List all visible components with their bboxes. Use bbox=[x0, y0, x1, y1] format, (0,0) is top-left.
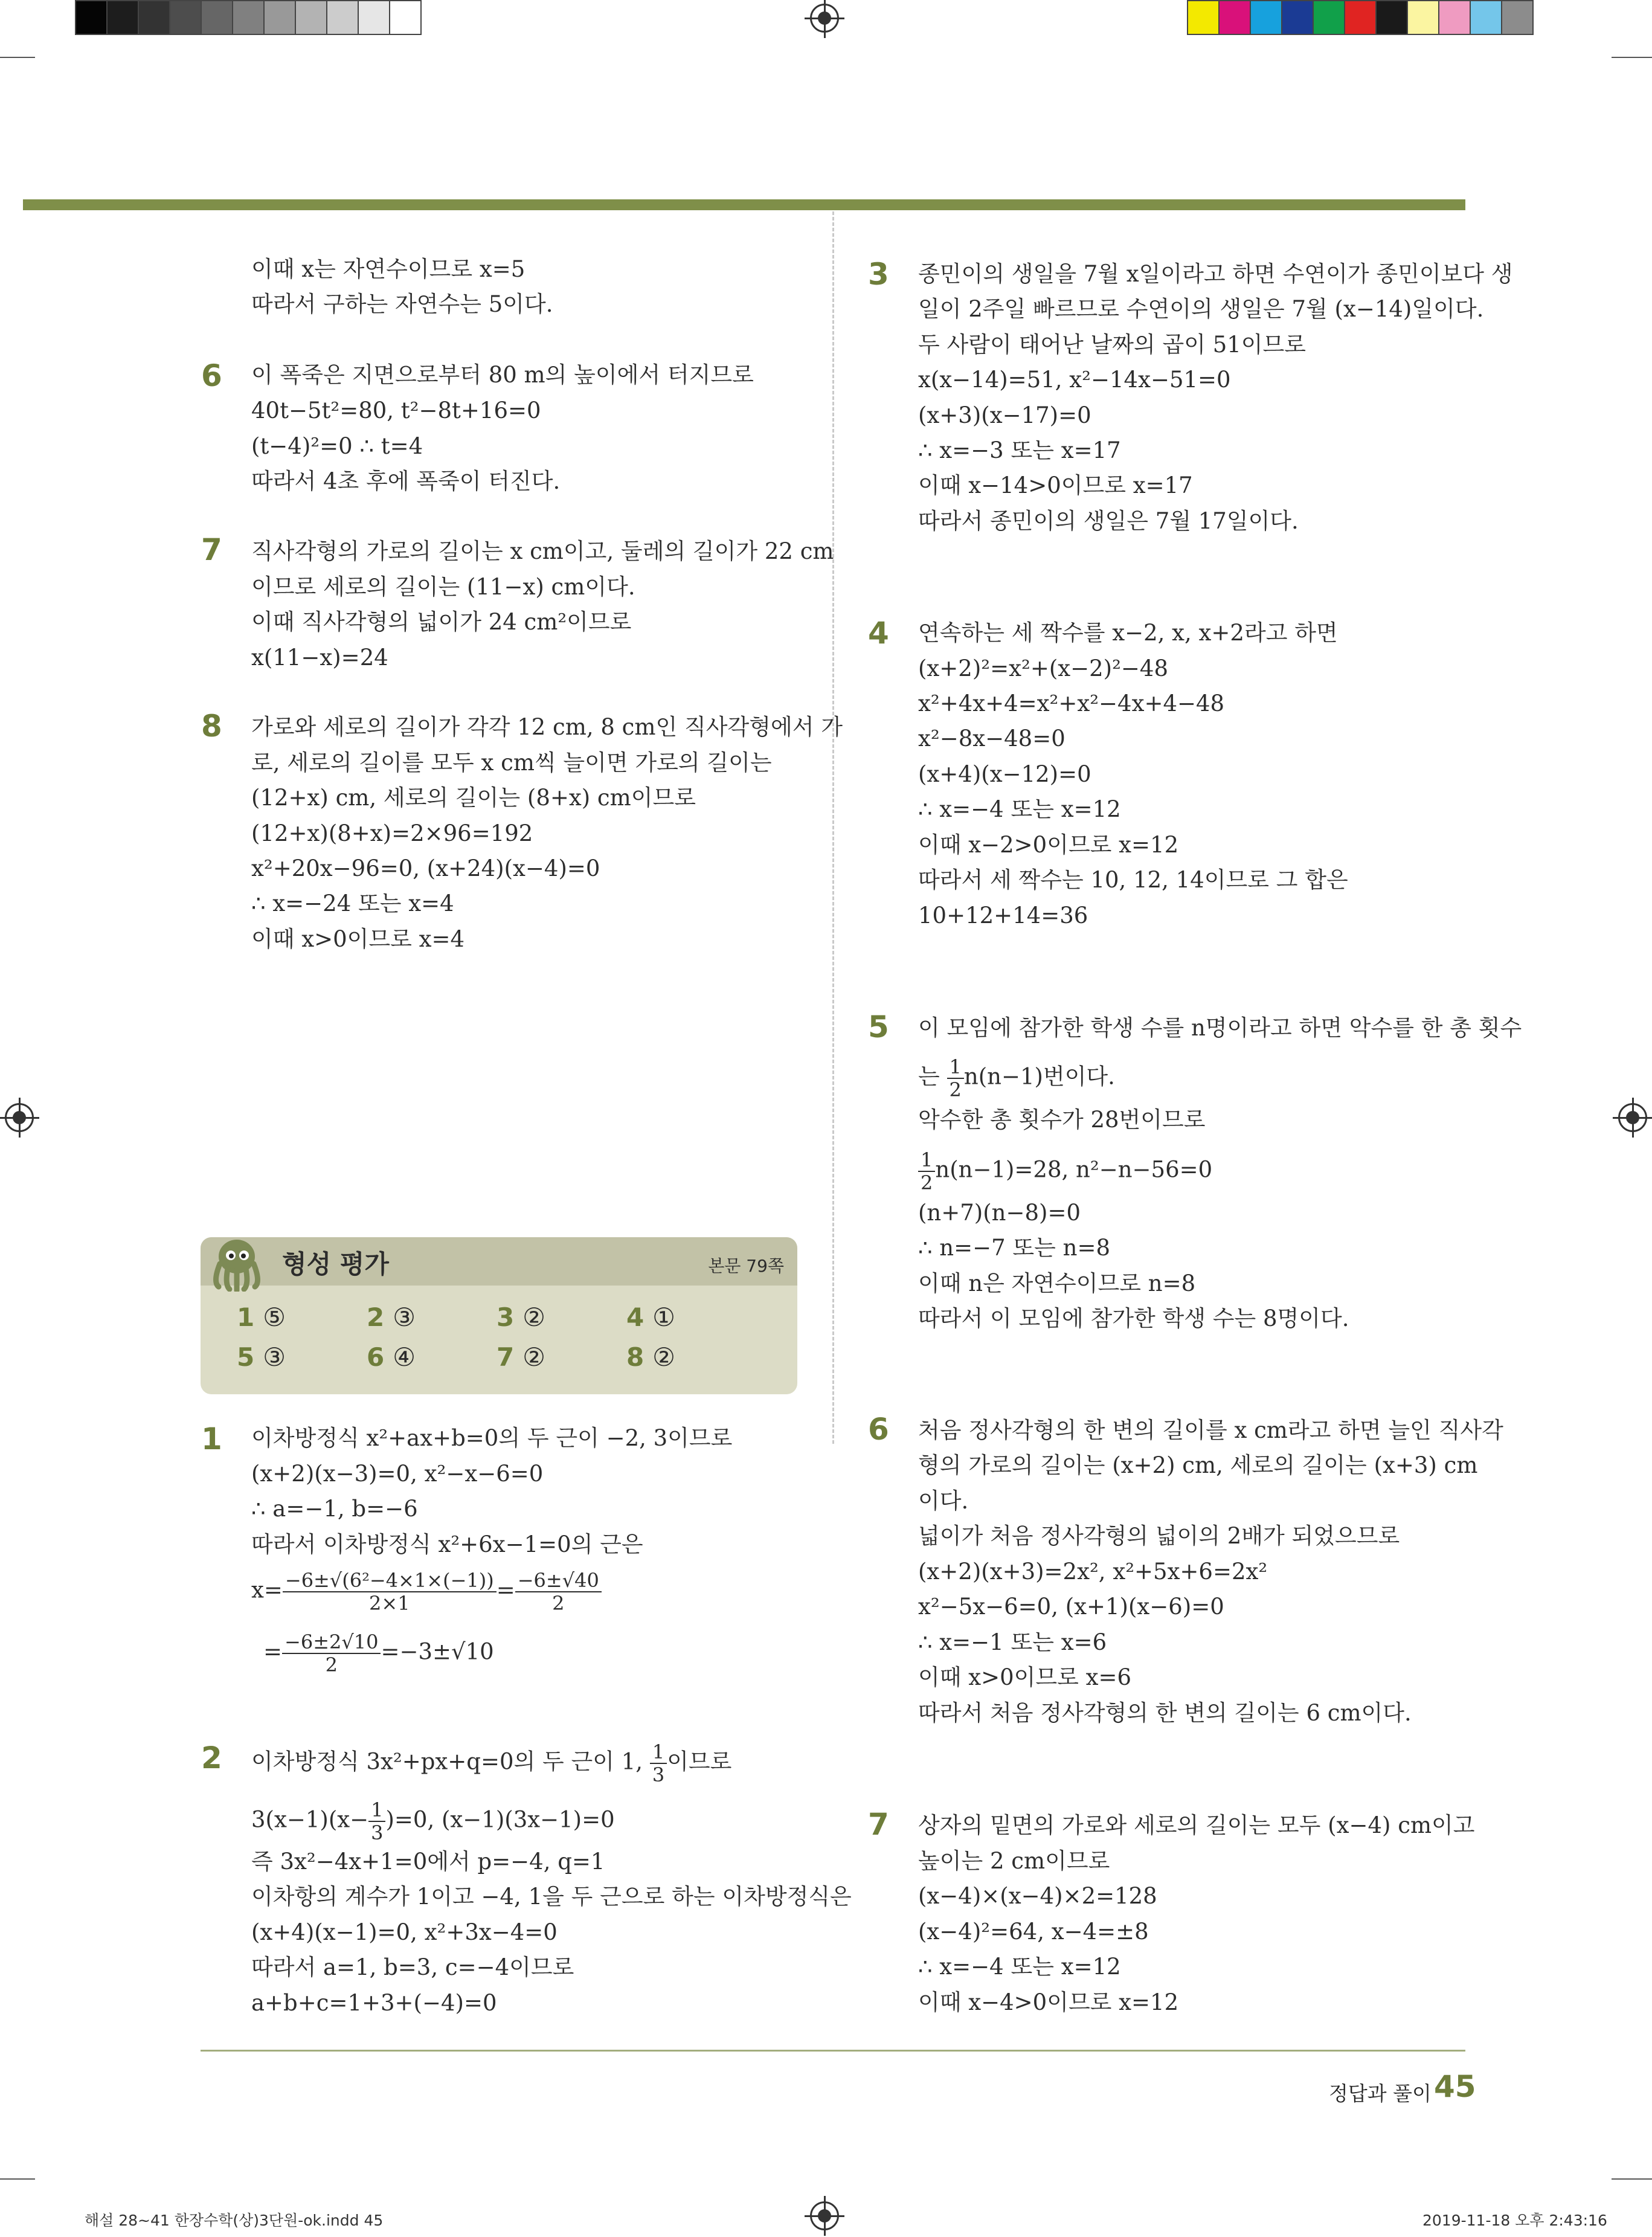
color-swatch bbox=[232, 0, 265, 35]
problem-number: 7 bbox=[868, 1807, 889, 1842]
solution-line: 종민이의 생일을 7월 x일이라고 하면 수연이가 종민이보다 생 bbox=[918, 261, 1513, 287]
registration-mark-icon bbox=[5, 1103, 34, 1132]
solution-line: (x+4)(x−1)=0, x²+3x−4=0 bbox=[251, 1919, 558, 1945]
solution-line: x²+4x+4=x²+x²−4x+4−48 bbox=[918, 690, 1225, 716]
color-swatch bbox=[138, 0, 170, 35]
solution-line: 높이는 2 cm이므로 bbox=[918, 1848, 1110, 1874]
solution-line: (x+4)(x−12)=0 bbox=[918, 761, 1091, 787]
solution-line: 형의 가로의 길이는 (x+2) cm, 세로의 길이는 (x+3) cm bbox=[918, 1452, 1478, 1478]
problem-number: 5 bbox=[868, 1009, 889, 1044]
solution-line: 따라서 이차방정식 x²+6x−1=0의 근은 bbox=[251, 1531, 643, 1557]
solution-line: 즉 3x²−4x+1=0에서 p=−4, q=1 bbox=[251, 1849, 605, 1875]
answer-item: 1 ⑤ bbox=[237, 1302, 286, 1332]
header-bar bbox=[23, 199, 1465, 210]
solution-line: (x−4)²=64, x−4=±8 bbox=[918, 1919, 1149, 1945]
registration-mark-icon bbox=[810, 2201, 839, 2230]
solution-line: 이 모임에 참가한 학생 수를 n명이라고 하면 악수를 한 총 횟수 bbox=[918, 1015, 1522, 1041]
color-swatch bbox=[1470, 0, 1502, 35]
fraction: $\frac{1}{2}$ bbox=[918, 1149, 935, 1194]
solution-line: 로, 세로의 길이를 모두 x cm씩 늘이면 가로의 길이는 bbox=[251, 750, 772, 776]
color-swatch bbox=[169, 0, 202, 35]
solution-line: ∴ x=−4 또는 x=12 bbox=[918, 796, 1121, 822]
answer-item: 5 ③ bbox=[237, 1342, 286, 1372]
assessment-page-ref: 본문 79쪽 bbox=[708, 1256, 784, 1276]
color-swatch bbox=[358, 0, 390, 35]
color-swatch bbox=[1281, 0, 1314, 35]
solution-line: 이다. bbox=[918, 1488, 969, 1514]
problem-number: 6 bbox=[201, 358, 222, 393]
formula-line: x= $\frac{\text{−6±√(6²−4×1×(−1))}}{2\times 1}$ = $\frac{-6\pm√40}{2}$ bbox=[251, 1569, 602, 1614]
color-swatch bbox=[1501, 0, 1534, 35]
formula-line: 3(x−1)(x− $\frac{1}{3}$ )=0, (x−1)(3x−1)=0 bbox=[251, 1798, 615, 1844]
octopus-mascot-icon bbox=[207, 1234, 267, 1292]
solution-line: 직사각형의 가로의 길이는 x cm이고, 둘레의 길이가 22 cm bbox=[251, 538, 834, 564]
fraction: $\frac{-6\pm√40}{2}$ bbox=[515, 1569, 602, 1614]
crop-mark bbox=[1612, 57, 1652, 58]
solution-line: 연속하는 세 짝수를 x−2, x, x+2라고 하면 bbox=[918, 620, 1338, 646]
solution-line: 이때 x>0이므로 x=4 bbox=[251, 926, 465, 952]
answer-item: 2 ③ bbox=[367, 1302, 416, 1332]
formative-assessment-box bbox=[201, 1237, 797, 1394]
solution-line: 이차항의 계수가 1이고 −4, 1을 두 근으로 하는 이차방정식은 bbox=[251, 1884, 852, 1910]
solution-line: 이때 x−2>0이므로 x=12 bbox=[918, 832, 1179, 858]
solution-line: (x+3)(x−17)=0 bbox=[918, 402, 1091, 428]
assessment-title: 형성 평가 bbox=[282, 1249, 389, 1279]
solution-line: 따라서 a=1, b=3, c=−4이므로 bbox=[251, 1954, 574, 1980]
print-timestamp: 2019-11-18 오후 2:43:16 bbox=[1422, 2212, 1607, 2229]
formula-line: = $\frac{-6\pm 2√10}{2}$ =−3±√10 bbox=[263, 1630, 494, 1676]
solution-line: 이때 x−14>0이므로 x=17 bbox=[918, 472, 1193, 498]
problem-number: 4 bbox=[868, 616, 889, 651]
file-info: 해설 28~41 한장수학(상)3단원-ok.indd 45 bbox=[85, 2212, 384, 2229]
color-swatch bbox=[263, 0, 296, 35]
registration-mark-icon bbox=[810, 4, 839, 33]
page-label: 정답과 풀이 bbox=[1329, 2082, 1432, 2105]
footer-rule bbox=[201, 2050, 1465, 2052]
column-divider bbox=[832, 211, 834, 1444]
solution-line: 10+12+14=36 bbox=[918, 903, 1088, 929]
color-swatch bbox=[1187, 0, 1220, 35]
color-swatch bbox=[1313, 0, 1345, 35]
answer-item: 4 ① bbox=[626, 1302, 675, 1332]
solution-line: 일이 2주일 빠르므로 수연이의 생일은 7월 (x−14)일이다. bbox=[918, 296, 1484, 322]
problem-number: 3 bbox=[868, 257, 889, 292]
solution-line: x(x−14)=51, x²−14x−51=0 bbox=[918, 367, 1231, 393]
solution-line: 따라서 이 모임에 참가한 학생 수는 8명이다. bbox=[918, 1305, 1349, 1331]
solution-line: ∴ x=−4 또는 x=12 bbox=[918, 1954, 1121, 1980]
solution-line: 가로와 세로의 길이가 각각 12 cm, 8 cm인 직사각형에서 가 bbox=[251, 714, 843, 740]
solution-line: a+b+c=1+3+(−4)=0 bbox=[251, 1990, 497, 2016]
solution-line: 따라서 구하는 자연수는 5이다. bbox=[251, 291, 553, 317]
solution-line: 따라서 4초 후에 폭죽이 터진다. bbox=[251, 468, 561, 494]
answer-item: 7 ② bbox=[497, 1342, 545, 1372]
solution-line: 이차방정식 x²+ax+b=0의 두 근이 −2, 3이므로 bbox=[251, 1425, 733, 1451]
color-swatch bbox=[201, 0, 233, 35]
solution-line: (x+2)(x−3)=0, x²−x−6=0 bbox=[251, 1461, 544, 1487]
solution-line: 이때 x−4>0이므로 x=12 bbox=[918, 1989, 1179, 2015]
gray-calibration-swatches bbox=[75, 0, 420, 35]
solution-line: x²−5x−6=0, (x+1)(x−6)=0 bbox=[918, 1594, 1224, 1620]
fraction: $\frac{1}{2}$ bbox=[947, 1056, 964, 1101]
formula-line: 는 $\frac{1}{2}$ n(n−1)번이다. bbox=[918, 1055, 1115, 1101]
fraction: $\frac{\text{−6±√(6²−4×1×(−1))}}{2\times 1}$ bbox=[283, 1569, 497, 1614]
color-swatch bbox=[1438, 0, 1471, 35]
solution-line: (12+x)(8+x)=2×96=192 bbox=[251, 820, 533, 846]
color-swatch bbox=[1218, 0, 1251, 35]
solution-line: ∴ x=−24 또는 x=4 bbox=[251, 890, 454, 916]
solution-line: (12+x) cm, 세로의 길이는 (8+x) cm이므로 bbox=[251, 785, 696, 811]
answer-item: 3 ② bbox=[497, 1302, 545, 1332]
solution-line: (n+7)(n−8)=0 bbox=[918, 1200, 1081, 1226]
color-swatch bbox=[1250, 0, 1282, 35]
solution-line: ∴ n=−7 또는 n=8 bbox=[918, 1235, 1111, 1261]
registration-mark-icon bbox=[1618, 1103, 1647, 1132]
crop-mark bbox=[0, 57, 35, 58]
solution-line: 이므로 세로의 길이는 (11−x) cm이다. bbox=[251, 574, 635, 600]
problem-number: 2 bbox=[201, 1740, 222, 1775]
color-swatch bbox=[295, 0, 327, 35]
formula-line: $\frac{1}{2}$ n(n−1)=28, n²−n−56=0 bbox=[918, 1149, 1212, 1194]
assessment-header bbox=[201, 1237, 797, 1286]
solution-line: 40t−5t²=80, t²−8t+16=0 bbox=[251, 398, 541, 423]
solution-line: x²−8x−48=0 bbox=[918, 726, 1065, 752]
fraction: $\frac{1}{3}$ bbox=[368, 1799, 385, 1844]
solution-line: 넓이가 처음 정사각형의 넓이의 2배가 되었으므로 bbox=[918, 1523, 1400, 1549]
solution-line: 따라서 처음 정사각형의 한 변의 길이는 6 cm이다. bbox=[918, 1700, 1412, 1726]
problem-number: 7 bbox=[201, 532, 222, 567]
solution-line: (x+2)²=x²+(x−2)²−48 bbox=[918, 655, 1169, 681]
solution-line: ∴ a=−1, b=−6 bbox=[251, 1496, 418, 1522]
fraction: $\frac{-6\pm 2√10}{2}$ bbox=[282, 1631, 381, 1676]
fraction: $\frac{1}{3}$ bbox=[650, 1741, 667, 1786]
solution-line: x²+20x−96=0, (x+24)(x−4)=0 bbox=[251, 855, 600, 881]
solution-line: ∴ x=−1 또는 x=6 bbox=[918, 1629, 1107, 1655]
page-number: 45 bbox=[1434, 2069, 1476, 2104]
solution-line: 처음 정사각형의 한 변의 길이를 x cm라고 하면 늘인 직사각 bbox=[918, 1417, 1503, 1443]
answer-item: 6 ④ bbox=[367, 1342, 416, 1372]
formula-line: 이차방정식 3x²+px+q=0의 두 근이 1, $\frac{1}{3}$ 이므로 bbox=[251, 1740, 732, 1786]
problem-number: 1 bbox=[201, 1421, 222, 1456]
answer-item: 8 ② bbox=[626, 1342, 675, 1372]
solution-line: 이때 x>0이므로 x=6 bbox=[918, 1664, 1132, 1690]
solution-line: 이 폭죽은 지면으로부터 80 m의 높이에서 터지므로 bbox=[251, 362, 754, 388]
solution-line: 이때 직사각형의 넓이가 24 cm²이므로 bbox=[251, 609, 632, 635]
color-swatch bbox=[326, 0, 359, 35]
solution-line: 악수한 총 횟수가 28번이므로 bbox=[918, 1107, 1206, 1133]
problem-number: 8 bbox=[201, 709, 222, 744]
solution-line: 이때 n은 자연수이므로 n=8 bbox=[918, 1270, 1196, 1296]
solution-line: (t−4)²=0 ∴ t=4 bbox=[251, 433, 423, 459]
color-swatch bbox=[1344, 0, 1377, 35]
solution-line: x(11−x)=24 bbox=[251, 645, 388, 671]
solution-line: 따라서 종민이의 생일은 7월 17일이다. bbox=[918, 508, 1299, 534]
color-swatch bbox=[106, 0, 139, 35]
problem-number: 6 bbox=[868, 1412, 889, 1447]
solution-line: (x+2)(x+3)=2x², x²+5x+6=2x² bbox=[918, 1559, 1268, 1585]
color-swatch bbox=[1375, 0, 1408, 35]
color-swatch bbox=[75, 0, 108, 35]
solution-line: 두 사람이 태어난 날짜의 곱이 51이므로 bbox=[918, 332, 1306, 358]
solution-line: (x−4)×(x−4)×2=128 bbox=[918, 1883, 1157, 1909]
solution-line: 상자의 밑면의 가로와 세로의 길이는 모두 (x−4) cm이고 bbox=[918, 1812, 1475, 1838]
solution-line: 이때 x는 자연수이므로 x=5 bbox=[251, 256, 525, 282]
color-swatch bbox=[1407, 0, 1439, 35]
color-calibration-swatches bbox=[1187, 0, 1532, 35]
color-swatch bbox=[389, 0, 422, 35]
solution-line: ∴ x=−3 또는 x=17 bbox=[918, 437, 1121, 463]
crop-mark bbox=[0, 2178, 35, 2180]
crop-mark bbox=[1612, 2178, 1652, 2180]
solution-line: 따라서 세 짝수는 10, 12, 14이므로 그 합은 bbox=[918, 867, 1348, 893]
